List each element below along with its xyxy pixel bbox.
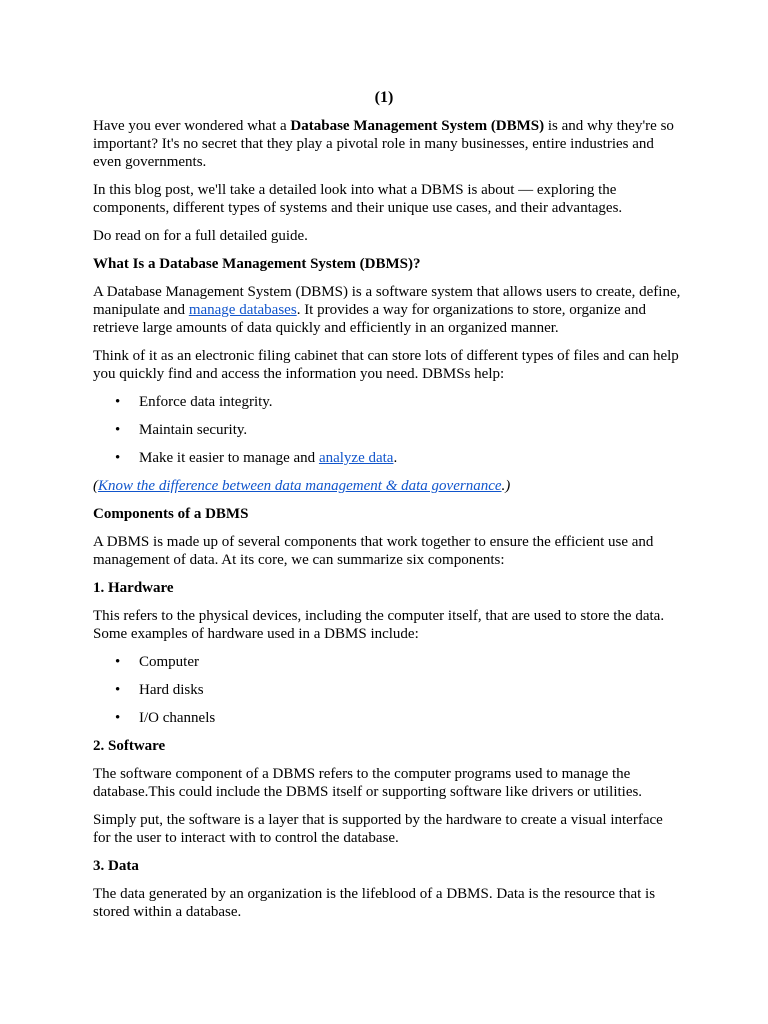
intro-dbms-term: Database Management System (DBMS) bbox=[290, 118, 545, 134]
list-item bbox=[93, 709, 683, 727]
heading-components: Components of a DBMS bbox=[93, 506, 249, 522]
bullet-icon: • bbox=[115, 450, 121, 466]
list-item bbox=[93, 449, 683, 467]
list-item bbox=[93, 653, 683, 671]
intro-paragraph-1 bbox=[93, 117, 683, 171]
page-content bbox=[93, 89, 683, 931]
dbms-benefits-list bbox=[93, 393, 683, 467]
list-item-text: Maintain security. bbox=[139, 422, 248, 438]
note-close: .) bbox=[501, 478, 511, 494]
what-is-text-after: . It provides a way for organizations to store, organize and retrieve large amounts of data quickly and efficiently in an organized manner. bbox=[93, 302, 647, 336]
what-is-text-before: A Database Management System (DBMS) is a software system that allows users to create, define, manipulate and bbox=[93, 284, 681, 318]
list-item-text: Enforce data integrity. bbox=[139, 394, 273, 410]
list-item bbox=[93, 393, 683, 411]
hardware-list bbox=[93, 653, 683, 727]
list-item-text-end: . bbox=[393, 450, 398, 466]
heading-software: 2. Software bbox=[93, 738, 166, 754]
note-open-paren: ( bbox=[93, 478, 98, 494]
list-item-text: I/O channels bbox=[139, 710, 216, 726]
bullet-icon: • bbox=[115, 682, 121, 698]
list-item bbox=[93, 421, 683, 439]
software-paragraph-1: The software component of a DBMS refers to the computer programs used to manage the database.This could include the DBMS itself or supporting software like drivers or utilities. bbox=[93, 766, 643, 800]
intro-paragraph-2: In this blog post, we'll take a detailed look into what a DBMS is about — exploring the components, different types of systems and their unique use cases, and their advantages. bbox=[93, 182, 623, 216]
list-item-text: Computer bbox=[139, 654, 199, 670]
list-item-text: Make it easier to manage and bbox=[139, 450, 319, 466]
bullet-icon: • bbox=[115, 422, 121, 438]
what-is-paragraph-2: Think of it as an electronic filing cabinet that can store lots of different types of files and can help you quickly find and access the information you need. DBMSs help: bbox=[93, 348, 679, 382]
intro-paragraph-3: Do read on for a full detailed guide. bbox=[93, 228, 308, 244]
heading-what-is-dbms: What Is a Database Management System (DBMS)? bbox=[93, 256, 421, 272]
software-paragraph-2: Simply put, the software is a layer that is supported by the hardware to create a visual interface for the user to interact with to control the database. bbox=[93, 812, 663, 846]
governance-note bbox=[93, 477, 683, 495]
heading-data: 3. Data bbox=[93, 858, 139, 874]
list-item bbox=[93, 681, 683, 699]
heading-hardware: 1. Hardware bbox=[93, 580, 174, 596]
list-item-text: Hard disks bbox=[139, 682, 204, 698]
intro-text-after: is and why they're so important? It's no secret that they play a pivotal role in many businesses, entire industries and even governments. bbox=[93, 118, 674, 170]
data-governance-link[interactable]: Know the difference between data management & data governance bbox=[98, 478, 502, 494]
hardware-paragraph: This refers to the physical devices, including the computer itself, that are used to store the data. Some examples of hardware used in a DBMS include: bbox=[93, 608, 665, 642]
what-is-paragraph-1 bbox=[93, 283, 683, 337]
data-paragraph: The data generated by an organization is the lifeblood of a DBMS. Data is the resource that is stored within a database. bbox=[93, 886, 656, 920]
analyze-data-link[interactable]: analyze data bbox=[318, 450, 394, 466]
page-number: (1) bbox=[374, 89, 394, 106]
intro-text-before: Have you ever wondered what a bbox=[93, 118, 291, 134]
bullet-icon: • bbox=[115, 654, 121, 670]
manage-databases-link[interactable]: manage databases bbox=[188, 302, 297, 318]
bullet-icon: • bbox=[115, 394, 121, 410]
components-paragraph: A DBMS is made up of several components that work together to ensure the efficient use and management of data. At its core, we can summarize six components: bbox=[93, 534, 654, 568]
bullet-icon: • bbox=[115, 710, 121, 726]
